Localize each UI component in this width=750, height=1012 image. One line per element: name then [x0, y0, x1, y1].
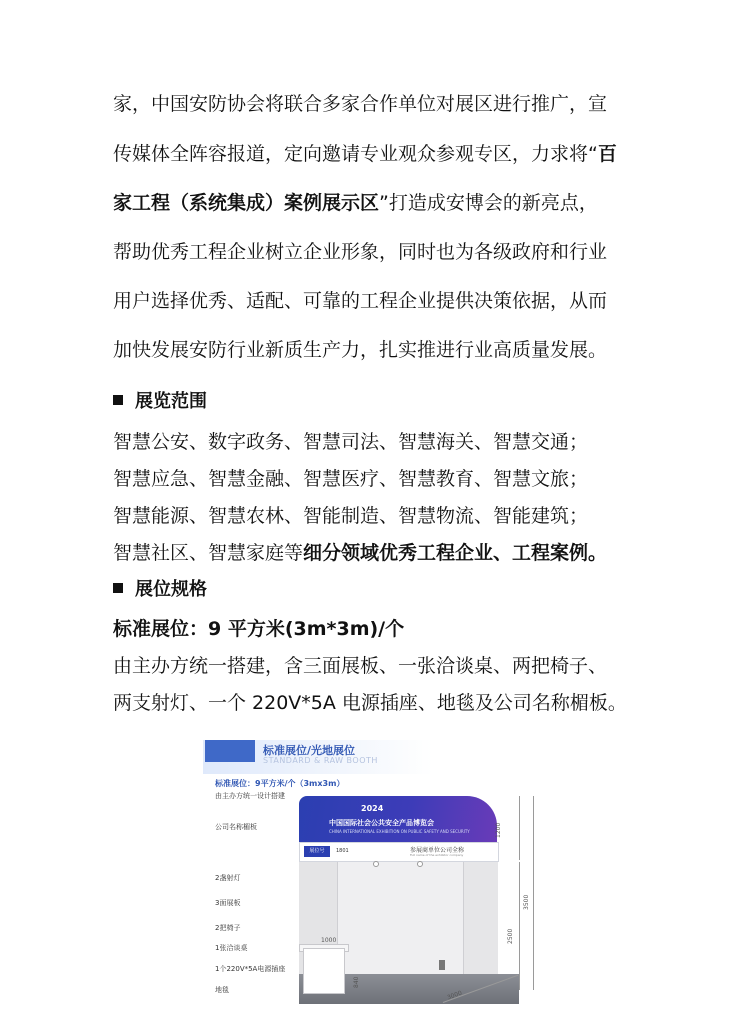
para1-line3	[113, 194, 673, 213]
label-panels: 3面展板	[215, 899, 241, 907]
lamp-icon	[373, 861, 379, 867]
label-desk: 1张洽谈桌	[215, 944, 248, 952]
para1-line2-text: 传媒体全阵容报道，定向邀请专业观众参观专区，力求将“	[113, 143, 598, 165]
scope-line4	[113, 544, 673, 563]
section-scope-heading	[113, 387, 207, 413]
dim-desk-h: 840	[353, 976, 360, 988]
dim-header-h: 1200	[495, 822, 502, 838]
figure-spec1: 标准展位：9平方米/个（3mx3m）	[215, 779, 345, 788]
header-en: CHINA INTERNATIONAL EXHIBITION ON PUBLIC SAFETY AND SECURITY	[329, 829, 470, 834]
para1-line2	[113, 145, 673, 164]
scope-line4-bold: 细分领域优秀工程企业、工程案例。	[303, 542, 608, 564]
figure-title-en: STANDARD & RAW BOOTH	[263, 756, 378, 765]
para1-line5: 用户选择优秀、适配、可靠的工程企业提供决策依据，从而	[113, 290, 608, 312]
fascia-name-sub: Full name of the exhibitor company	[410, 853, 464, 857]
socket-icon	[439, 960, 445, 970]
figure-spec2: 由主办方统一设计搭建	[215, 792, 285, 800]
booth-diagram	[203, 734, 543, 1012]
label-chairs: 2把椅子	[215, 924, 241, 932]
para1-line3-text: ”打造成安博会的新亮点，	[379, 192, 598, 214]
dim-line-total	[533, 796, 534, 990]
dim-total-h: 3500	[523, 894, 530, 910]
dim-line-header	[519, 796, 520, 860]
para1-line4: 帮助优秀工程企业树立企业形象，同时也为各级政府和行业	[113, 241, 608, 263]
figure-title: 标准展位/光地展位	[263, 744, 356, 757]
scope-line1: 智慧公安、数字政务、智慧司法、智慧海关、智慧交通；	[113, 431, 589, 453]
para1-line1: 家，中国安防协会将联合多家合作单位对展区进行推广，宣	[113, 93, 608, 115]
fascia-name: 参展商单位公司全称	[410, 847, 465, 854]
bullet-square-icon	[113, 583, 123, 593]
label-lamps: 2盏射灯	[215, 874, 241, 882]
fascia-tag: 展位号	[304, 846, 330, 857]
desk	[303, 948, 345, 994]
figure-accent-bar	[205, 740, 255, 762]
bullet-square-icon	[113, 395, 123, 405]
label-carpet: 地毯	[215, 986, 229, 994]
fascia-board	[299, 842, 499, 862]
standard-booth-title: 标准展位：9 平方米(3m*3m)/个	[113, 618, 405, 640]
label-socket: 1个220V*5A电源插座	[215, 965, 286, 973]
section-spec-heading	[113, 575, 207, 601]
dim-depth: 3000	[446, 989, 464, 1002]
fascia-number: 1801	[336, 848, 349, 854]
scope-line2: 智慧应急、智慧金融、智慧医疗、智慧教育、智慧文旅；	[113, 468, 589, 490]
header-cn: 中国国际社会公共安全产品博览会	[329, 819, 434, 827]
para1-line6: 加快发展安防行业新质生产力，扎实推进行业高质量发展。	[113, 339, 608, 361]
spec-line1: 由主办方统一搭建，含三面展板、一张洽谈桌、两把椅子、	[113, 655, 608, 677]
para1-line2-bold: 百	[597, 143, 617, 165]
dim-line-wall	[519, 862, 520, 990]
spec-line2: 两支射灯、一个 220V*5A 电源插座、地毯及公司名称楣板。	[113, 692, 627, 714]
scope-line4-text: 智慧社区、智慧家庭等	[113, 542, 304, 564]
para1-line3-bold: 家工程（系统集成）案例展示区	[113, 192, 380, 214]
section-scope-title: 展览范围	[135, 391, 207, 412]
section-spec-title: 展位规格	[135, 579, 207, 600]
label-fascia: 公司名称楣板	[215, 823, 257, 831]
header-logo: 2024	[361, 804, 384, 813]
lamp-icon	[417, 861, 423, 867]
dim-desk-w: 1000	[321, 937, 337, 944]
scope-line3: 智慧能源、智慧农林、智能制造、智慧物流、智能建筑；	[113, 505, 589, 527]
dim-wall-h: 2500	[507, 928, 514, 944]
